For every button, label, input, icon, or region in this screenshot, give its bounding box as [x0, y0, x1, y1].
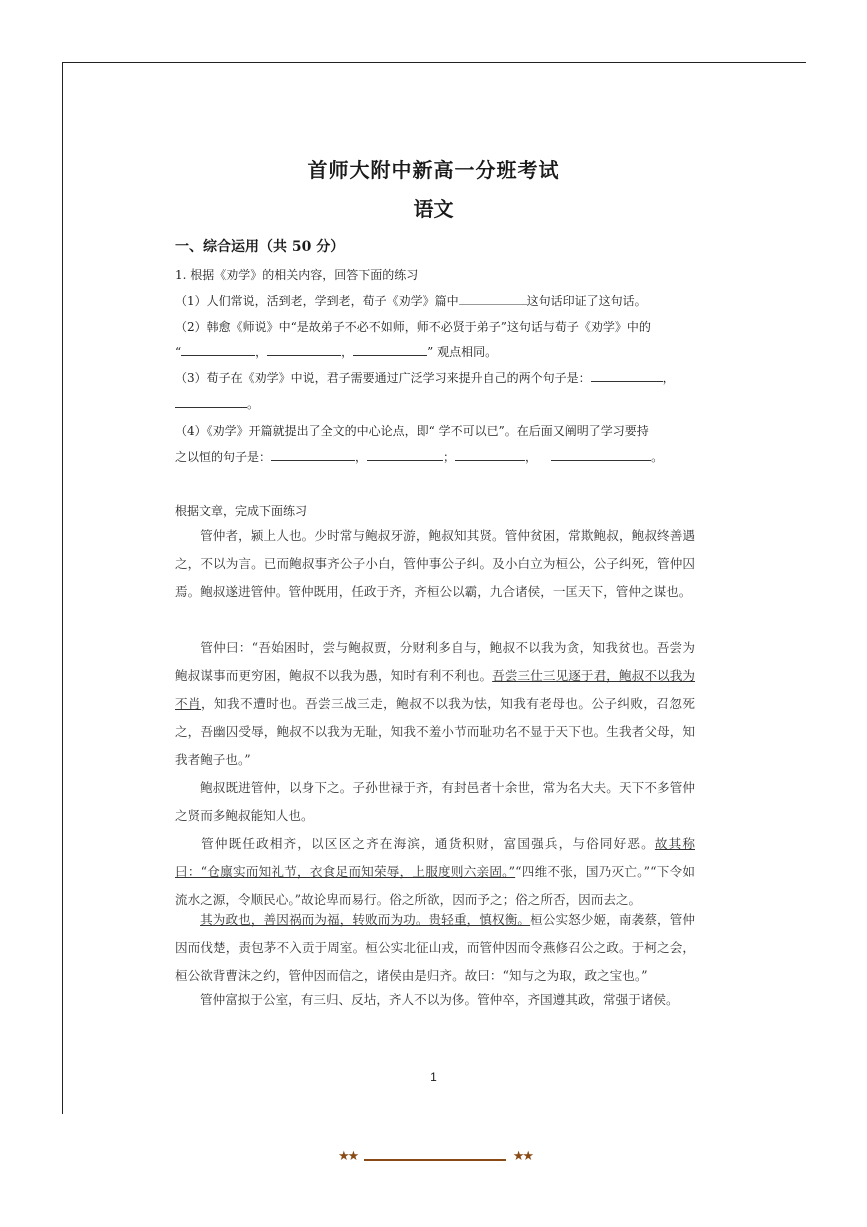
q1-p1-text-before: （1）人们常说，活到老，学到老，荀子《劝学》篇中 — [175, 294, 459, 308]
question-1-part-4-line-1: （4）《劝学》开篇就提出了全文的中心论点，即“ 学不可以已”。在后面又阐明了学习要持 — [175, 424, 649, 438]
passage-paragraph-1 — [175, 522, 695, 606]
comma: ， — [525, 450, 538, 464]
comma: ， — [255, 345, 268, 359]
underlined-sentence: 故其称曰：“仓廪实而知礼节，衣食足而知荣辱，上服度则六亲固。” — [175, 836, 695, 879]
paragraph-text: 鲍叔既进管仲，以身下之。子孙世禄于齐，有封邑者十余世，常为名大夫。天下不多管仲之贤而多鲍叔能知人也。 — [175, 780, 695, 823]
underlined-sentence: 其为政也，善因祸而为福，转败而为功。贵轻重，慎权衡。 — [200, 912, 531, 927]
subject-title: 语文 — [413, 197, 454, 221]
answer-blank[interactable] — [367, 448, 443, 461]
page-frame-top — [62, 62, 806, 63]
section-heading: 一、综合运用（共 50 分） — [175, 239, 345, 255]
paragraph-text: 管仲富拟于公室，有三归、反坫，齐人不以为侈。管仲卒，齐国遵其政，常强于诸侯。 — [200, 992, 679, 1007]
question-1-intro: 1. 根据《劝学》的相关内容，回答下面的练习 — [175, 268, 419, 282]
comma: ， — [355, 450, 368, 464]
footer-ornament — [338, 1149, 532, 1166]
answer-blank[interactable] — [271, 448, 355, 461]
question-1-part-3-line-2 — [175, 395, 259, 412]
star-icon: ★★ — [512, 1149, 532, 1164]
period: 。 — [651, 450, 664, 464]
answer-blank[interactable] — [181, 343, 255, 356]
paragraph-text: 管仲既任政相齐，以区区之齐在海滨，通货积财，富国强兵，与俗同好恶。 — [200, 836, 655, 851]
answer-blank[interactable] — [591, 369, 663, 382]
answer-blank[interactable] — [455, 448, 525, 461]
open-quote: “ — [175, 345, 182, 359]
answer-blank[interactable] — [459, 292, 527, 305]
comma: ， — [662, 371, 675, 385]
question-1-part-2-line-1: （2）韩愈《师说》中“是故弟子不必不如师，师不必贤于弟子”这句话与荀子《劝学》中的 — [175, 320, 651, 334]
paragraph-text: “四维不张，国乃灭亡。”“下令如流水之源，令顺民心。”故论卑而易行。俗之所欲，因而予之；俗之所否，因而去之。 — [175, 864, 696, 907]
q1-p1-text-after: 这句话印证了这句话。 — [526, 294, 647, 308]
passage-paragraph-5 — [175, 906, 695, 990]
question-1-part-3-line-1 — [175, 369, 675, 386]
question-1-part-2-line-2 — [175, 343, 497, 360]
ornament-line — [364, 1159, 506, 1161]
answer-blank[interactable] — [551, 448, 651, 461]
q1-p4-text: 之以恒的句子是： — [175, 450, 272, 464]
question-1-part-1 — [175, 292, 647, 309]
paragraph-text: ，知我不遭时也。吾尝三战三走，鲍叔不以我为怯，知我有老母也。公子纠败，召忽死之，吾幽囚受辱，鲍叔不以我为无耻，知我不羞小节而耻功名不显于天下也。生我者父母，知我者鲍子也。” — [175, 696, 696, 767]
period: 。 — [247, 397, 260, 411]
semicolon: ； — [443, 450, 456, 464]
passage-paragraph-2 — [175, 634, 695, 774]
paragraph-text: 管仲者，颍上人也。少时常与鲍叔牙游，鲍叔知其贤。管仲贫困，常欺鲍叔，鲍叔终善遇之，不以为言。已而鲍叔事齐公子小白，管仲事公子纠。及小白立为桓公，公子纠死，管仲囚焉。鲍叔遂进管仲。管仲既用，任政于齐，齐桓公以霸，九合诸侯，一匡天下，管仲之谋也。 — [175, 528, 695, 599]
answer-blank[interactable] — [353, 343, 427, 356]
answer-blank[interactable] — [267, 343, 341, 356]
comma: ， — [341, 345, 354, 359]
passage-paragraph-6 — [175, 986, 695, 1014]
answer-blank[interactable] — [175, 395, 247, 408]
q1-p3-text: （3）荀子在《劝学》中说，君子需要通过广泛学习来提升自己的两个句子是： — [175, 371, 591, 385]
close-quote-text: ” 观点相同。 — [427, 345, 498, 359]
question-1-part-4-line-2 — [175, 448, 663, 465]
underlined-sentence: 吾尝三仕三见逐于君，鲍叔不以我为不肖 — [175, 668, 696, 711]
paragraph-text: 管仲曰：“吾始困时，尝与鲍叔贾，分财利多自与，鲍叔不以我为贪，知我贫也。吾尝为鲍叔谋事而更穷困，鲍叔不以我为愚，知时有利不利也。 — [175, 640, 695, 683]
star-icon: ★★ — [338, 1149, 358, 1164]
passage-paragraph-4 — [175, 830, 695, 914]
reading-intro: 根据文章，完成下面练习 — [175, 504, 308, 518]
page-number: 1 — [430, 1070, 437, 1084]
passage-paragraph-3 — [175, 774, 695, 830]
paragraph-text: 桓公实怒少姬，南袭蔡，管仲因而伐楚，责包茅不入贡于周室。桓公实北征山戎，而管仲因而令燕修召公之政。于柯之会，桓公欲背曹沫之约，管仲因而信之，诸侯由是归齐。故曰：“知与之为取，政之宝也。” — [175, 912, 696, 983]
exam-title: 首师大附中新高一分班考试 — [307, 158, 560, 182]
